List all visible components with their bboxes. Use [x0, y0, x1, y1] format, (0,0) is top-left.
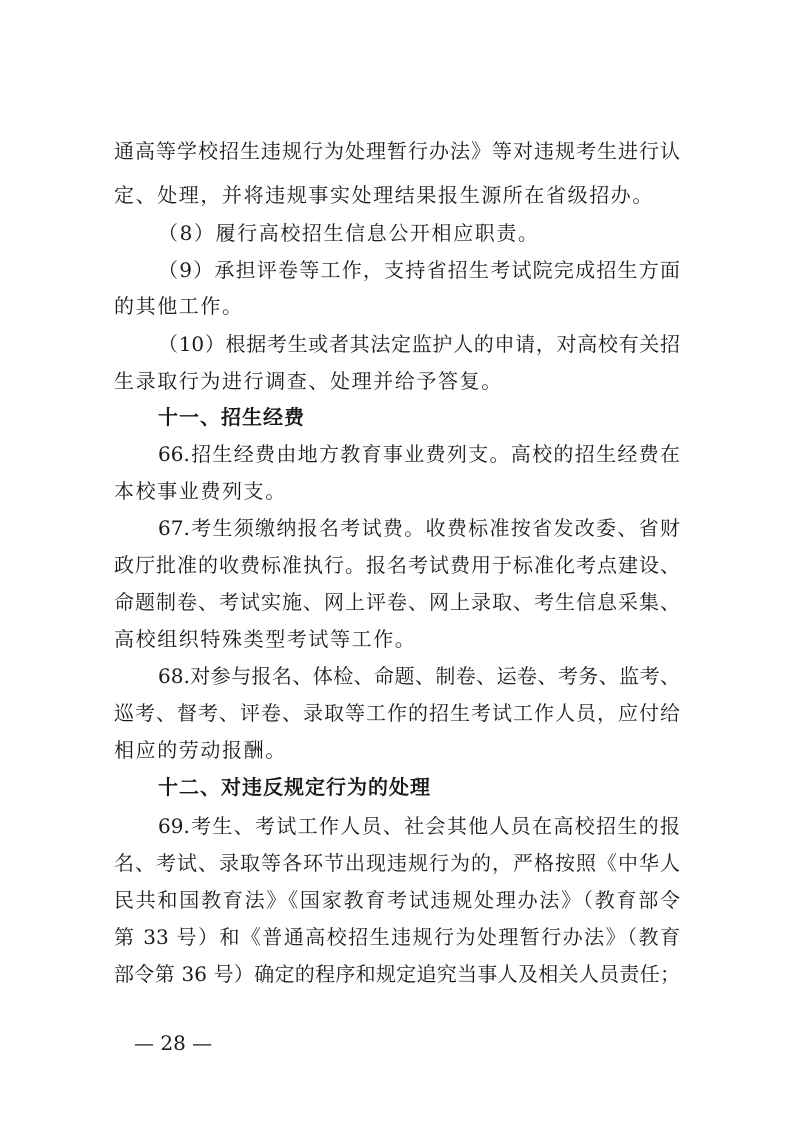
body-text-line: 部令第 36 号）确定的程序和规定追究当事人及相关人员责任； — [114, 962, 680, 986]
section-heading-12: 十二、对违反规定行为的处理 — [158, 775, 431, 799]
list-item-8: （8）履行高校招生信息公开相应职责。 — [158, 221, 540, 245]
article-66: 66.招生经费由地方教育事业费列支。高校的招生经费在 — [158, 442, 680, 466]
body-text-line: 第 33 号）和《普通高校招生违规行为处理暂行办法》（教育 — [114, 925, 680, 949]
body-text-line: 命题制卷、考试实施、网上评卷、网上录取、考生信息采集、 — [114, 590, 680, 614]
body-text-line: 民共和国教育法》《国家教育考试违规处理办法》（教育部令 — [114, 888, 680, 912]
body-text-line: 巡考、督考、评卷、录取等工作的招生考试工作人员，应付给 — [114, 701, 680, 725]
body-text-line: 本校事业费列支。 — [114, 479, 287, 503]
body-text-line: 高校组织特殊类型考试等工作。 — [114, 627, 417, 651]
body-text-line: 政厅批准的收费标准执行。报名考试费用于标准化考点建设、 — [114, 553, 680, 577]
body-text-line: 的其他工作。 — [114, 294, 244, 318]
body-text-line: 名、考试、录取等各环节出现违规行为的，严格按照《中华人 — [114, 851, 680, 875]
article-67: 67.考生须缴纳报名考试费。收费标准按省发改委、省财 — [158, 516, 680, 540]
list-item-10: （10）根据考生或者其法定监护人的申请，对高校有关招 — [158, 332, 680, 356]
list-item-9: （9）承担评卷等工作，支持省招生考试院完成招生方面 — [158, 258, 680, 282]
body-text-line: 相应的劳动报酬。 — [114, 738, 287, 762]
body-text-line: 定、处理，并将违规事实处理结果报生源所在省级招办。 — [114, 183, 654, 207]
article-69: 69.考生、考试工作人员、社会其他人员在高校招生的报 — [158, 814, 680, 838]
page-number: — 28 — — [134, 1031, 213, 1055]
body-text-line: 生录取行为进行调查、处理并给予答复。 — [114, 369, 503, 393]
body-text-line: 通高等学校招生违规行为处理暂行办法》等对违规考生进行认 — [114, 139, 680, 163]
article-68: 68.对参与报名、体检、命题、制卷、运卷、考务、监考、 — [158, 664, 680, 688]
section-heading-11: 十一、招生经费 — [158, 405, 305, 429]
